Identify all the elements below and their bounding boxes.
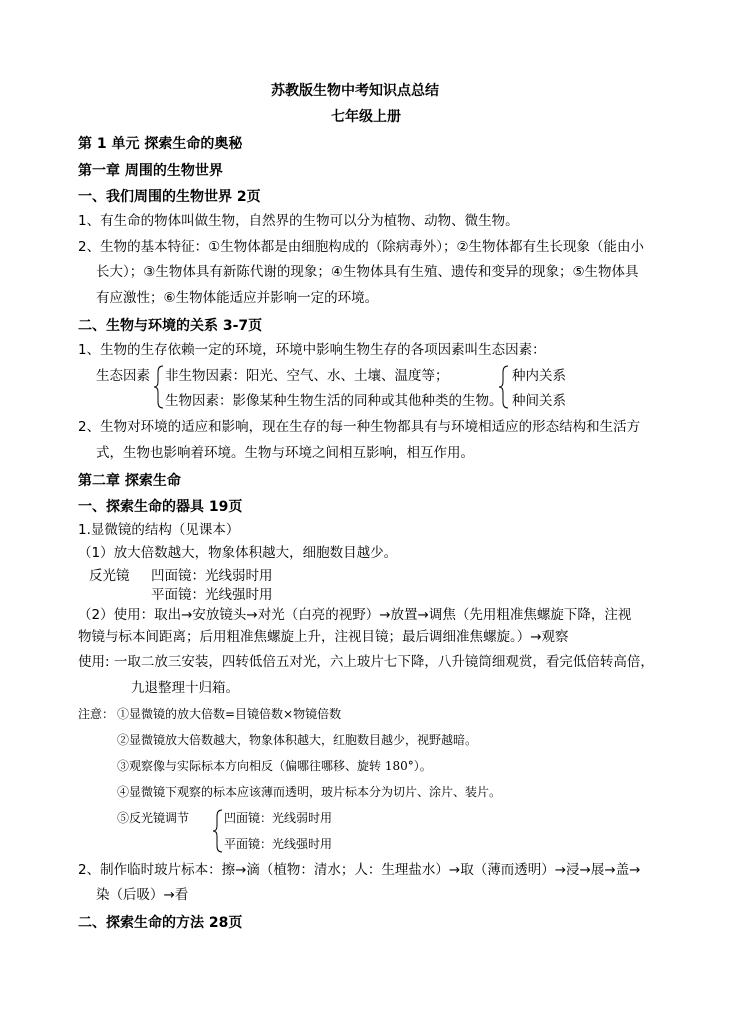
- note-label: 注意：: [78, 707, 115, 721]
- note-4: ④显微镜下观察的标本应该薄而透明，玻片标本分为切片、涂片、装片。: [117, 785, 502, 799]
- slide-line-1: 2、制作临时玻片标本：擦→滴（植物：清水；人：生理盐水）→取（薄而透明）→浸→展→盖→: [78, 862, 641, 878]
- section-heading-2: 二、生物与环境的关系 3-7页: [78, 318, 263, 334]
- left-brace-icon: [153, 364, 165, 410]
- note-1: ①显微镜的放大倍数=目镜倍数×物镜倍数: [117, 707, 342, 721]
- paragraph-2-line-2: 长大）；③生物体具有新陈代谢的现象；④生物体具有生殖、遗传和变异的现象；⑤生物体具: [96, 264, 639, 280]
- page-subtitle: 七年级上册: [331, 109, 401, 125]
- paragraph-4-line-2: 式，生物也影响着环境。生物与环境之间相互影响，相互作用。: [96, 445, 474, 461]
- usage-rhyme-line-2: 九退整理十归箱。: [131, 680, 239, 696]
- section-heading-1: 一、我们周围的生物世界 2页: [78, 189, 261, 205]
- note-5: ⑤反光镜调节: [117, 811, 190, 825]
- right-group-brace-icon: [498, 364, 510, 410]
- note-5-concave: 凹面镜：光线弱时用: [224, 811, 333, 825]
- mirror-concave: 凹面镜：光线弱时用: [151, 568, 273, 584]
- page-title: 苏教版生物中考知识点总结: [271, 83, 439, 99]
- note-2: ②显微镜放大倍数越大，物象体积越大，红胞数目越少，视野越暗。: [117, 733, 478, 747]
- eco-label: 生态因素: [96, 368, 150, 384]
- slide-line-2: 染（后吸）→看: [96, 887, 189, 903]
- usage-line-2: 物镜与标本间距离；后用粗准焦螺旋上升，注视目镜；最后调细准焦螺旋。）→观察: [78, 629, 569, 645]
- mirror-flat: 平面镜：光线强时用: [151, 587, 273, 603]
- section-heading-3: 一、探索生命的器具 19页: [78, 499, 243, 515]
- eco-nonbio: 非生物因素：阳光、空气、水、土壤、温度等；: [165, 368, 449, 384]
- paragraph-3: 1、生物的生存依赖一定的环境，环境中影响生物生存的各项因素叫生态因素：: [78, 342, 546, 358]
- unit-heading: 第 1 单元 探索生命的奥秘: [78, 136, 243, 152]
- paragraph-1: 1、有生命的物体叫做生物，自然界的生物可以分为植物、动物、微生物。: [78, 213, 519, 229]
- paragraph-2-line-3: 有应激性；⑥生物体能适应并影响一定的环境。: [96, 290, 379, 306]
- paragraph-4-line-1: 2、生物对环境的适应和影响，现在生存的每一种生物都具有与环境相适应的形态结构和生活方: [78, 419, 641, 435]
- micro-point-1: （1）放大倍数越大，物象体积越大，细胞数目越少。: [78, 545, 398, 561]
- chapter-heading-1: 第一章 周围的生物世界: [78, 163, 223, 179]
- micro-structure: 1.显微镜的结构（见课本）: [78, 522, 240, 538]
- section-heading-4: 二、探索生命的方法 28页: [78, 915, 243, 931]
- chapter-heading-2: 第二章 探索生命: [78, 473, 181, 489]
- eco-inter: 种间关系: [512, 393, 566, 409]
- mirror-label: 反光镜: [89, 568, 130, 584]
- eco-bio: 生物因素：影像某种生物生活的同种或其他种类的生物。: [165, 393, 503, 409]
- usage-rhyme-line-1: 使用: 一取二放三安装，四转低倍五对光，六上玻片七下降，八升镜筒细观赏，看完低倍转高倍，: [78, 654, 654, 670]
- paragraph-2-line-1: 2、生物的基本特征：①生物体都是由细胞构成的（除病毒外）；②生物体都有生长现象（能由小: [78, 239, 645, 255]
- note-brace-icon: [212, 808, 224, 854]
- usage-line-1: （2）使用：取出→安放镜头→对光（白亮的视野）→放置→调焦（先用粗准焦螺旋下降，注视: [78, 607, 632, 623]
- note-3: ③观察像与实际标本方向相反（偏哪往哪移、旋转 180°）。: [117, 759, 432, 773]
- eco-intra: 种内关系: [512, 368, 566, 384]
- note-5-flat: 平面镜：光线强时用: [224, 837, 333, 851]
